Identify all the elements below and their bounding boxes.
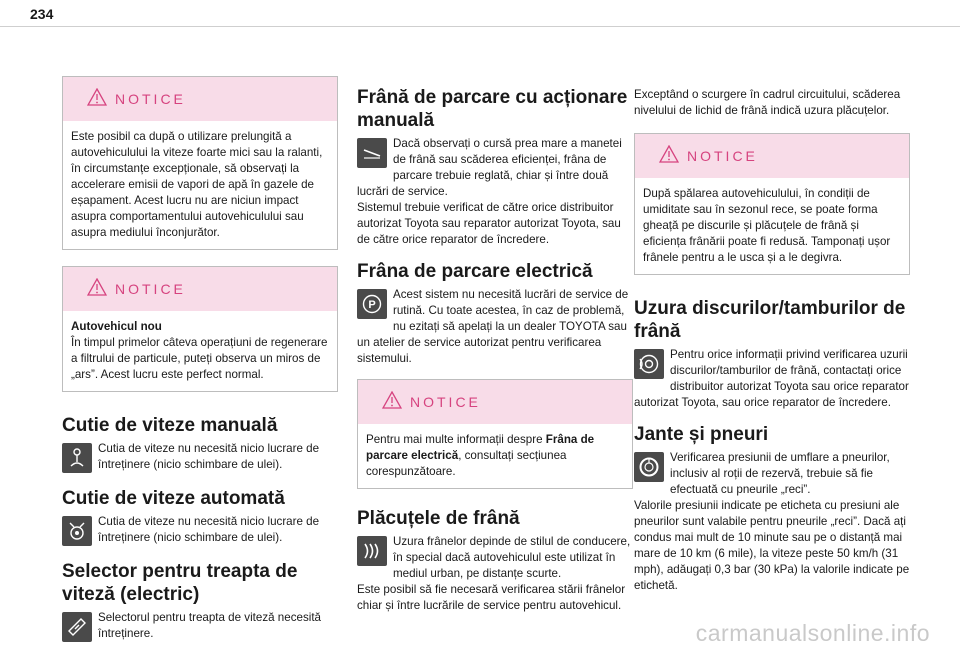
notice-title: NOTICE: [115, 281, 186, 297]
section-body: [357, 287, 633, 367]
section-title: Selector pentru treapta de viteză (electric): [62, 561, 298, 605]
section-text: Este posibil să fie necesară verificarea stării frânelor chiar și între lucrările de service pentru autovehicul.: [357, 583, 626, 612]
notice-header: [635, 134, 909, 178]
intro-paragraph: [634, 87, 910, 119]
section-title: Uzura discurilor/tamburilor de frână: [634, 298, 906, 342]
section-body: [357, 534, 633, 614]
notice-text: În timpul primelor câteva operațiuni de regenerare a filtrului de particule, puteți observa un miros de „ars”. Acest lucru este perfect normal.: [71, 336, 328, 381]
section-text: Acest sistem nu necesită lucrări de service de rutină. Cu toate acestea, în caz de problemă, nu ezitați să apelați la un dealer TOYOTA sau un atelier de service autorizat pentru verificarea sistemului.: [357, 288, 629, 365]
header-divider: [0, 26, 960, 27]
notice-text: Este posibil ca după o utilizare prelungită a autovehiculului la viteze foarte mici sau la ralanti, în circumstanțe excepționale, să observați la accelerare emisii de vapori de apă în gazele de eșapament. Acest lucru nu are niciun impact asupra comportamentului autovehiculului sau asupra mediului înconjurător.: [71, 130, 323, 239]
section-text: Sistemul trebuie verificat de către orice distribuitor autorizat Toyota sau reparator autorizat Toyota, sau de către orice reparator de încredere.: [357, 201, 621, 246]
automatic-gear-icon: [62, 516, 92, 546]
notice-box-2: [62, 266, 338, 392]
warning-triangle-icon: [87, 88, 107, 109]
notice-header: [358, 380, 632, 424]
section-text: Pentru orice informații privind verificarea uzurii discurilor/tamburilor de frână, contactați orice distribuitor autorizat Toyota sau orice reparator autorizat Toyota, sau orice reparator de încredere.: [634, 348, 909, 409]
section-body: [62, 610, 338, 642]
parking-brake-lever-icon: [357, 138, 387, 168]
section-body: [634, 347, 910, 411]
section-text: Cutia de viteze nu necesită nicio lucrare de întreținere (nicio schimbare de ulei).: [98, 442, 320, 471]
section-title: Frână de parcare cu acționare manuală: [357, 87, 628, 131]
section-body: [62, 514, 338, 546]
section-manual-gearbox: [62, 414, 338, 473]
section-title: Jante și pneuri: [634, 424, 769, 445]
section-electric-parking-brake: [357, 260, 633, 367]
notice-body: [635, 178, 909, 274]
notice-box-4: [634, 133, 910, 275]
section-gear-selector: [62, 560, 338, 642]
section-text: Verificarea presiunii de umflare a pneurilor, inclusiv al roții de rezervă, trebuie să fie efectuată cu pneurile „reci”.: [670, 451, 890, 496]
gear-shift-icon: [62, 443, 92, 473]
notice-body: [63, 121, 337, 249]
watermark: carmanualsonline.info: [695, 620, 930, 646]
notice-text: După spălarea autovehiculului, în condiții de umiditate sau în sezonul rece, se poate forma gheață pe discurile și plăcuțele de frână și eficiența frânării poate fi redusă. Tamponați ușor frânele pentru a le usca și a le degivra.: [643, 187, 891, 264]
notice-box-3: [357, 379, 633, 489]
notice-title: NOTICE: [687, 148, 758, 164]
section-disc-wear: [634, 297, 910, 411]
svg-text:P: P: [368, 299, 376, 311]
column-2: [357, 86, 633, 626]
notice-body: [358, 424, 632, 488]
notice-text-after: , consultați secțiunea corespunzătoare.: [366, 449, 567, 478]
notice-title: NOTICE: [115, 91, 186, 107]
notice-text: [366, 432, 624, 480]
notice-text-before: Pentru mai multe informații despre: [366, 433, 546, 446]
section-wheels-tyres: [634, 423, 910, 594]
tyre-icon: [634, 452, 664, 482]
section-text: Uzura frânelor depinde de stilul de conducere, în special dacă autovehiculul este utilizat în mediul urban, pe distanțe scurte.: [393, 535, 631, 580]
column-1: [62, 76, 338, 654]
selector-icon: [62, 612, 92, 642]
warning-triangle-icon: [87, 278, 107, 299]
notice-title: NOTICE: [410, 394, 481, 410]
section-text: Dacă observați o cursă prea mare a manetei de frână sau scăderea eficienței, frâna de parcare trebuie reglată, chiar și între două lucrări de service.: [357, 137, 622, 198]
page-number: 234: [30, 6, 54, 22]
column-3: [634, 87, 910, 606]
notice-box-1: [62, 76, 338, 250]
notice-header: [63, 267, 337, 311]
section-text: Valorile presiunii indicate pe eticheta cu presiuni ale pneurilor sunt valabile pentru pneurile „reci”. Dacă ați condus mai mult de 10 minute sau pe o distanță mai mare de 10 km (6 mile), la viteze peste 50 km/h (31 mph), adăugați 0,3 bar (30 kPa) la valorile indicate pe etichetă.: [634, 499, 910, 592]
warning-triangle-icon: [382, 391, 402, 412]
notice-body: [63, 311, 337, 391]
section-body: [62, 441, 338, 473]
brake-pads-icon: [357, 536, 387, 566]
section-text: Selectorul pentru treapta de viteză necesită întreținere.: [98, 611, 321, 640]
notice-subtitle: Autovehicul nou: [71, 320, 162, 333]
section-automatic-gearbox: [62, 487, 338, 546]
section-brake-pads: [357, 507, 633, 614]
section-title: Cutie de viteze manuală: [62, 415, 278, 436]
section-title: Cutie de viteze automată: [62, 488, 285, 509]
brake-disc-icon: [634, 349, 664, 379]
section-title: Frâna de parcare electrică: [357, 261, 593, 282]
electric-parking-brake-icon: [357, 289, 387, 319]
section-text: Cutia de viteze nu necesită nicio lucrare de întreținere (nicio schimbare de ulei).: [98, 515, 320, 544]
section-manual-parking-brake: [357, 86, 633, 248]
notice-text-bold: Frâna de parcare electrică: [366, 433, 595, 462]
section-body: [357, 136, 633, 248]
notice-header: [63, 77, 337, 121]
intro-text: Exceptând o scurgere în cadrul circuitului, scăderea nivelului de lichid de frână indică uzura plăcuțelor.: [634, 88, 901, 117]
warning-triangle-icon: [659, 145, 679, 166]
section-body: [634, 450, 910, 594]
section-title: Plăcuțele de frână: [357, 508, 520, 529]
